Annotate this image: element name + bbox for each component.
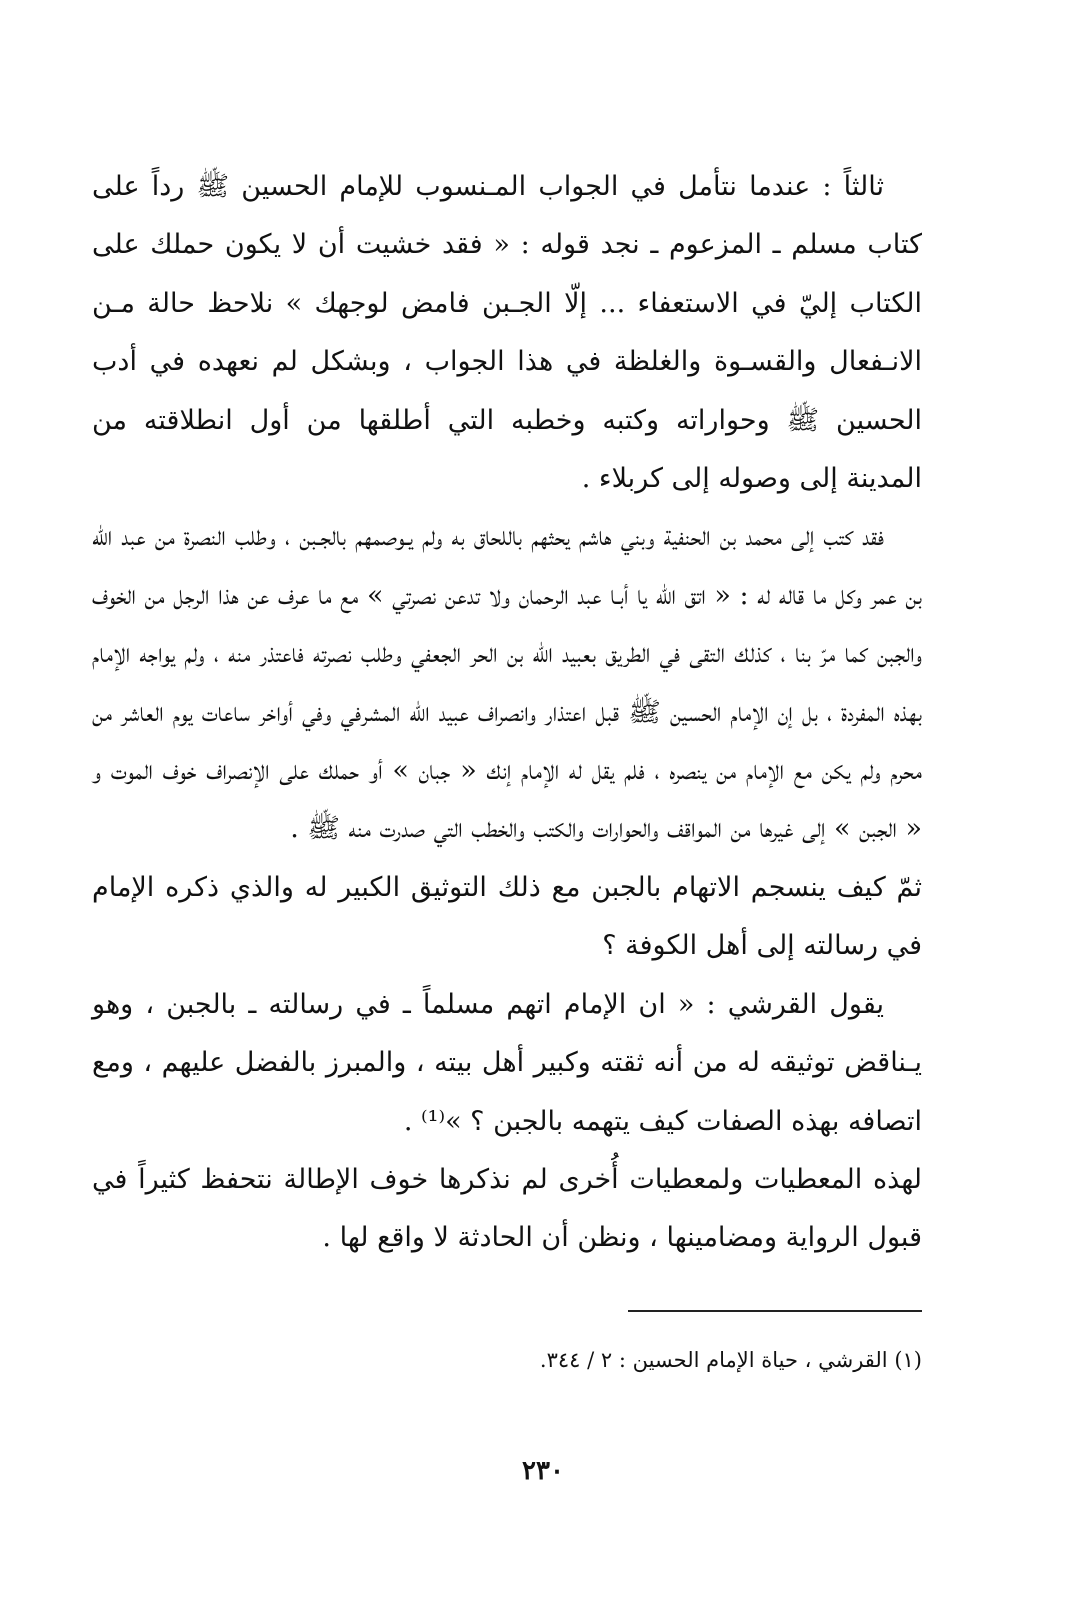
paragraph-4: يقول القرشي : « ان الإمام اتهم مسلماً ـ في رسالته ـ بالجبن ، وهو يـناقض توثيقه له من أنه ثقته وكبير أهل بيته ، والمبرز بالفضل عليهم ، ومع اتصافه بهذه الصفات كيف يتهمه بالجبن ؟ »⁽¹⁾ . xyxy=(92,988,922,1137)
footnote-divider xyxy=(628,1310,922,1312)
paragraph-2: فقد كتب إلى محمد بن الحنفية وبني هاشم يحثهم باللحاق به ولم يـوصمهم بالجـبن ، وطلب النصرة من عبد الله بن عمر وكل ما قاله له : « اتق الله يا أبـا عبد الرحمان ولا تدعن نصرتي » مع ما عرف عن هذا الرجل من الخوف والجبن كما مرّ بنا ، كذلك التقى في الطريق بعبيد الله بن الحر الجعفي وطلب نصرته فاعتذر منه ، ولم يواجه الإمام بهذه المفردة ، بل إن الإمام الحسين ﷺ قبل اعتذار وانصراف عبيد الله المشرفي وفي أواخر ساعات يوم العاشر من محرم ولم يكن مع الإمام من ينصره ، فلم يقل له الإمام إنك « جبان » أو حملك على الإنصراف خوف الموت و « الجبن » إلى غيرها من المواقف والحوارات والكتب والخطب التي صدرت منه ﷺ . xyxy=(92,521,922,845)
paragraph-3: ثمّ كيف ينسجم الاتهام بالجبن مع ذلك التوثيق الكبير له والذي ذكره الإمام في رسالته إلى أهل الكوفة ؟ xyxy=(92,871,922,962)
paragraph-1: ثالثاً : عندما نتأمل في الجواب المـنسوب للإمام الحسين ﷺ رداً على كتاب مسلم ـ المزعوم ـ نجد قوله : « فقد خشيت أن لا يكون حملك على الكتاب إليّ في الاستعفاء ... إلّا الجـبن فامض لوجهك » نلاحظ حالة مـن الانـفعال والقسـوة والغلظة في هذا الجواب ، وبشكل لم نعهده في أدب الحسين ﷺ وحواراته وكتبه وخطبه التي أطلقها من أول انطلاقته من المدينة إلى وصوله إلى كربلاء . xyxy=(92,171,923,495)
paragraph-5: لهذه المعطيات ولمعطيات أُخرى لم نذكرها خوف الإطالة نتحفظ كثيراً في قبول الرواية ومضامينها ، ونظن أن الحادثة لا واقع لها . xyxy=(92,1163,922,1254)
main-text xyxy=(92,158,922,1268)
page-number: ٢٣٠ xyxy=(522,1456,564,1486)
footnote: (١) القرشي ، حياة الإمام الحسين : ٢ / ٣٤٤. xyxy=(539,1348,922,1372)
